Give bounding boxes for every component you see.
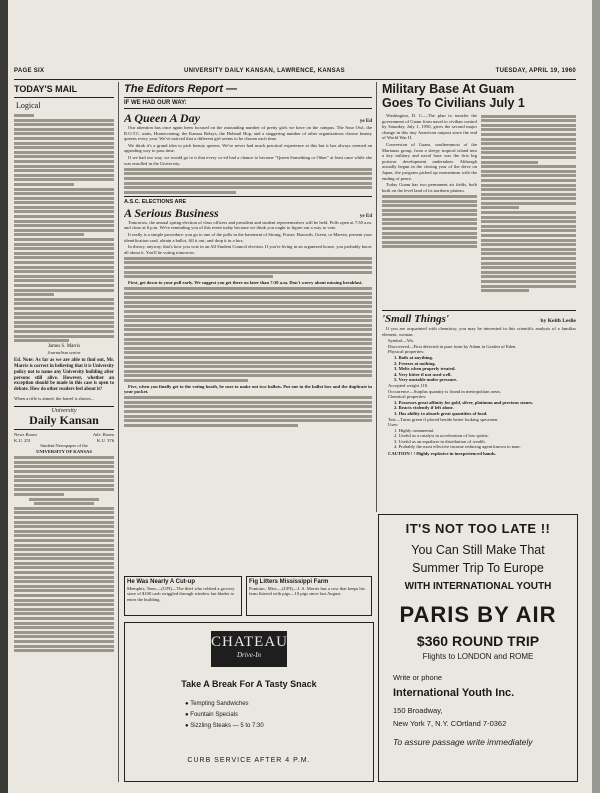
ad-line-7: Flights to LONDON and ROME xyxy=(422,652,534,661)
small-intro: If you are acquainted with chemistry, you may be interested in this scientific analysis of a familiar element, woman. xyxy=(382,326,576,337)
queen-headline: A Queen A Day xyxy=(124,111,200,125)
serious-bold-2: Five, when you finally get to the voting booth, be sure to make out two ballots. Put one in the ballot box and the duplicate in your pocket. xyxy=(124,383,372,395)
fig-text: Pontotoc, Miss.—(UPI)—J. A. Morris has a cow that keeps his farm littered with pigs—10 pigs since last August. xyxy=(249,586,365,597)
issue-date: TUESDAY, APRIL 19, 1960 xyxy=(495,68,576,74)
adv-room-number: K.U. 376 xyxy=(97,437,114,443)
guam-title-1: Military Base At Guam xyxy=(382,82,515,96)
bullet-icon: ● xyxy=(185,723,189,729)
news-room-number: K.U. 251 xyxy=(14,437,31,443)
list-item: 1. Highly ornamental. xyxy=(394,427,435,433)
editors-column xyxy=(124,82,372,574)
masthead-university: University xyxy=(51,407,77,414)
small-symbol: Symbol—Wo. xyxy=(388,338,415,344)
chateau-item: ● Sizzling Steaks — 5 to 7:30 xyxy=(185,721,325,732)
ad-line-1: IT'S NOT TOO LATE !! xyxy=(405,521,551,536)
small-caution: CAUTION ! ! Highly explosive in inexperienced hands. xyxy=(388,451,496,457)
guam-title-2: Goes To Civilians July 1 xyxy=(382,96,525,110)
guam-paragraph-2: Conversion of Guam, southernmost of the Marianas group, from a sleepy tropical island into a key military and naval base was the first big postwar development undertaken. Although actually begun in the closing year of the drive on Japan, the program picked up momentum with the ending of peace. xyxy=(382,141,477,181)
masthead-newspaper-of: Student Newspaper of the xyxy=(40,443,88,449)
list-item: 2. Useful as a catalyst in acceleration of low spirits. xyxy=(394,433,489,439)
list-item: 1. Possesses great affinity for gold, silver, platinum and precious stones. xyxy=(394,399,534,405)
small-things xyxy=(382,312,576,512)
letter-signature: James S. Marris xyxy=(47,344,81,350)
ad-line-10: 150 Broadway, xyxy=(393,706,443,715)
guam-paragraph-3: Today Guam has two permanent air fields, both built on the level land of its northern plateau. xyxy=(382,182,477,193)
chateau-service: CURB SERVICE AFTER 4 P.M. xyxy=(187,757,311,764)
queen-paragraph-2: We think it's a grand idea to pick beauty queens. We've never had much practical experience at this but it has always seemed an appealing way to pass time. xyxy=(124,142,372,154)
page-edge xyxy=(592,0,600,793)
mail-subhead: Logical xyxy=(16,101,41,110)
newspaper-page xyxy=(8,0,592,793)
small-things-byline: by Keith Leslie xyxy=(540,318,576,324)
travel-ad xyxy=(378,514,578,782)
ad-line-3: Summer Trip To Europe xyxy=(412,561,544,575)
adv-room-label: Adv. Room xyxy=(92,432,114,438)
editors-subtitle: IF WE HAD OUR WAY: xyxy=(124,100,187,106)
ad-line-12: To assure passage write immediately xyxy=(393,737,533,747)
chateau-item: ● Fountain Specials xyxy=(185,710,325,721)
ad-line-5: PARIS BY AIR xyxy=(399,602,557,627)
list-item: 2. Reacts violently if left alone. xyxy=(394,405,454,411)
editor-note: Ed. Note: As far as we are able to find out, Mr. Marris is correct in believing that it is University policy not to name any University building after persons still alive. However, whether an exception should be made in this case is open to debate. How do other readers feel about it? xyxy=(14,358,114,393)
list-item: 4. Probably the most effective income reducing agent known to man. xyxy=(394,444,521,450)
page-header xyxy=(14,66,576,78)
serious-paragraph-1: Tomorrow, the annual spring election of class officers and president and student representatives will be held. Polls open at 7:30 a.m. and close at 6 p.m. We're reminding you of this event today because we think you ought to figure out a way to vote. xyxy=(124,219,372,231)
small-discovered: Discovered—First detected in pure form by Adam in Garden of Eden. xyxy=(388,343,517,349)
bullet-icon: ● xyxy=(185,712,189,718)
serious-paragraph-2: It really is a simple procedure: you go to one of the polls in the basement of Strong, Fraser, Haworth, Green, or Marvin, present your identification card, obtain a ballot, fill it out, and drop it in a box. xyxy=(124,231,372,243)
small-chem-head: Chemical properties: xyxy=(388,394,427,400)
serious-paragraph-3: In theory, anyway, that's how you vote in an All Student Council election. If you're living in an organized house, you probably know all about it. You'll be voting tomorrow. xyxy=(124,244,372,255)
cutup-box xyxy=(124,576,242,616)
letter-closing: When a rifle is aimed, the barrel is shown... xyxy=(14,396,95,402)
queen-paragraph-1: Our attention has once again been focused on the astounding number of pretty girls we have on the campus. The Sour Owl, the R.O.T.C. units, Homecoming, the Kansas Relays, the Hobnail Hop, and a staggering number of other organizations choose beauty queens every year. We've noticed that a different girl seems to be chosen each time. xyxy=(124,125,372,142)
queen-paragraph-3: If we had our way, we would go to it that every co-ed had a chance to become "Queen Something or Other" at least once while she was enrolled in the University. xyxy=(124,154,372,166)
letter-body xyxy=(14,114,114,342)
page-number: PAGE SIX xyxy=(14,68,45,74)
small-things-title: 'Small Things' xyxy=(382,313,449,325)
cutup-text: Memphis, Tenn.—(UPI)—The thief who robbed a grocery store of $100 cash wriggled through window fan blades to enter the building. xyxy=(127,586,235,602)
fig-title: Fig Litters Mississippi Farm xyxy=(249,579,329,585)
list-item: 5. Very unstable under pressure. xyxy=(394,377,458,383)
list-item: 3. Melts when properly treated. xyxy=(394,366,456,372)
fig-box xyxy=(246,576,372,616)
serious-signature: ye Ed xyxy=(359,213,372,219)
editors-title: The Editors Report — xyxy=(124,83,238,95)
small-uses-head: Uses: xyxy=(388,422,399,428)
ad-line-4: WITH INTERNATIONAL YOUTH xyxy=(404,581,552,592)
chateau-ad xyxy=(124,622,374,782)
masthead xyxy=(14,406,114,653)
cutup-title: He Was Nearly A Cut-up xyxy=(127,579,196,585)
staff-listing xyxy=(14,456,114,652)
small-tests: Test—Turns green if placed beside better looking specimen. xyxy=(388,416,499,422)
guam-continued xyxy=(481,113,576,294)
column-divider xyxy=(118,82,119,782)
guam-lede: Washington, D. C.—The plan to transfer the government of Guam from naval to civilian control by Saturday, July 1, 1950, gives the second major change in this tiny American outpost since the end of World War II. xyxy=(382,113,477,141)
ad-line-8: Write or phone xyxy=(393,673,443,682)
small-weight: Accepted weight 118. xyxy=(388,382,429,388)
list-item: 3. Has ability to absorb great quantities of food. xyxy=(394,410,488,416)
chateau-logo xyxy=(211,631,287,667)
chateau-item: ● Tempting Sandwiches xyxy=(185,699,325,710)
chateau-name: CHATEAU xyxy=(211,634,288,650)
mail-column xyxy=(14,82,114,782)
masthead-univ: UNIVERSITY OF KANSAS xyxy=(36,449,92,455)
mail-title: TODAY'S MAIL xyxy=(14,84,78,94)
bullet-icon: ● xyxy=(185,701,189,707)
guam-column xyxy=(382,82,576,308)
ad-line-2: You Can Still Make That xyxy=(411,543,545,557)
news-room-label: News Room xyxy=(14,432,37,438)
column-divider xyxy=(376,82,377,512)
serious-headline: A Serious Business xyxy=(124,205,219,220)
letter-signature-role: Journalism senior xyxy=(47,349,81,355)
chateau-sub: Drive-In xyxy=(236,651,262,659)
small-occurrence: Occurrence—Surplus quantity is found in metropolitan areas. xyxy=(388,388,502,394)
elections-kicker: A.S.C. ELECTIONS ARE xyxy=(124,198,187,205)
ad-line-11: New York 7, N.Y. COrtland 7-0362 xyxy=(393,719,507,728)
list-item: 4. Very bitter if not used well. xyxy=(394,371,452,377)
ad-line-6: $360 ROUND TRIP xyxy=(416,633,540,649)
list-item: 1. Boils at anything. xyxy=(394,354,433,360)
list-item: 2. Freezes at nothing. xyxy=(394,360,436,366)
chateau-menu xyxy=(185,699,325,732)
header-rule xyxy=(14,79,576,80)
paper-name: UNIVERSITY DAILY KANSAN, LAWRENCE, KANSAS xyxy=(184,68,345,74)
small-phys-head: Physical properties: xyxy=(388,349,425,355)
list-item: 3. Useful as an equalizer in distribution of wealth. xyxy=(394,438,486,444)
masthead-name: Daily Kansan xyxy=(29,413,99,428)
serious-bold-1: First, get down to your poll early. We suggest you get there no later than 7:30 a.m. Don't worry about missing breakfast. xyxy=(128,279,363,285)
ad-line-9: International Youth Inc. xyxy=(393,687,515,699)
chateau-tagline: Take A Break For A Tasty Snack xyxy=(181,679,317,689)
queen-signature: ye Ed xyxy=(359,119,372,124)
